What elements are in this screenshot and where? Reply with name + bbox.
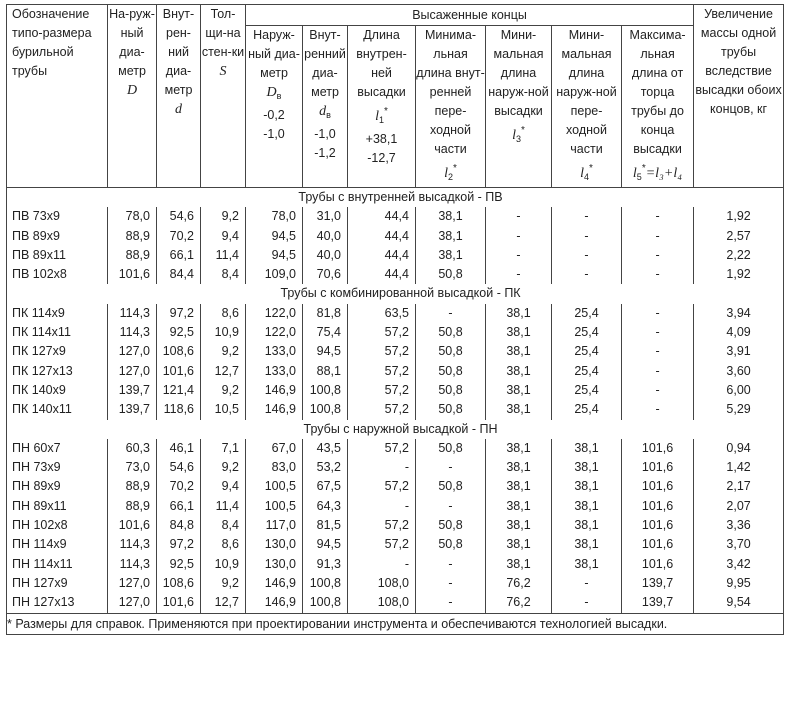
table-cell: 38,1	[552, 516, 622, 535]
table-cell: 50,8	[416, 439, 486, 458]
table-cell: 38,1	[486, 477, 552, 496]
table-cell: 9,2	[201, 458, 246, 477]
table-cell: 57,2	[348, 439, 416, 458]
table-cell: 38,1	[486, 516, 552, 535]
table-cell: 121,4	[157, 381, 201, 400]
table-cell: 94,5	[303, 535, 348, 554]
table-cell: 146,9	[246, 574, 303, 593]
section-header-row	[7, 188, 784, 208]
section-header-row	[7, 284, 784, 303]
table-cell: 83,0	[246, 458, 303, 477]
table-cell: 9,95	[694, 574, 784, 593]
table-cell: -	[552, 207, 622, 226]
pipe-designation-cell: ПК 127х9	[7, 342, 108, 361]
table-cell: 114,3	[108, 535, 157, 554]
table-cell: 38,1	[486, 400, 552, 419]
table-cell: 10,5	[201, 400, 246, 419]
table-cell: 7,1	[201, 439, 246, 458]
table-cell: 9,2	[201, 574, 246, 593]
pipe-designation-cell: ПН 127х9	[7, 574, 108, 593]
table-cell: 70,6	[303, 265, 348, 284]
table-cell: 50,8	[416, 323, 486, 342]
table-cell: 11,4	[201, 246, 246, 265]
table-cell: 100,8	[303, 574, 348, 593]
header-min-outer-upset-length: Мини-мальная длина наруж-ной высадки $l_3^*$	[486, 26, 552, 188]
table-cell: 3,94	[694, 304, 784, 323]
table-cell: 38,1	[552, 458, 622, 477]
table-cell: 38,1	[486, 323, 552, 342]
table-row	[7, 207, 784, 226]
table-cell: 38,1	[552, 439, 622, 458]
table-cell: 101,6	[108, 516, 157, 535]
header-max-length: Максима-льная длина от торца трубы до конца высадки $l_5^*=l_3+l_4$	[622, 26, 694, 188]
table-cell: 146,9	[246, 400, 303, 419]
table-cell: 9,54	[694, 593, 784, 613]
pipe-designation-cell: ПК 114х11	[7, 323, 108, 342]
pipe-designation-cell: ПН 89х9	[7, 477, 108, 496]
footnote: * Размеры для справок. Применяются при проектировании инструмента и обеспечиваются технологией высадки.	[7, 613, 784, 634]
table-cell: 54,6	[157, 458, 201, 477]
table-cell: 3,91	[694, 342, 784, 361]
pipe-designation-cell: ПВ 73х9	[7, 207, 108, 226]
table-cell: 38,1	[486, 362, 552, 381]
table-cell: 12,7	[201, 362, 246, 381]
table-cell: 66,1	[157, 246, 201, 265]
table-cell: 44,4	[348, 227, 416, 246]
table-cell: 70,2	[157, 477, 201, 496]
table-cell: -	[622, 362, 694, 381]
table-row	[7, 574, 784, 593]
table-row	[7, 439, 784, 458]
table-cell: 64,3	[303, 497, 348, 516]
table-cell: 38,1	[552, 497, 622, 516]
table-cell: 101,6	[157, 362, 201, 381]
pipe-designation-cell: ПВ 102х8	[7, 265, 108, 284]
table-cell: 139,7	[622, 593, 694, 613]
table-cell: 50,8	[416, 516, 486, 535]
table-row	[7, 304, 784, 323]
table-cell: 8,6	[201, 304, 246, 323]
table-row	[7, 516, 784, 535]
table-cell: -	[416, 304, 486, 323]
table-body	[7, 188, 784, 614]
table-cell: 2,22	[694, 246, 784, 265]
table-cell: 75,4	[303, 323, 348, 342]
table-cell: 25,4	[552, 304, 622, 323]
table-cell: 57,2	[348, 400, 416, 419]
table-cell: 38,1	[552, 477, 622, 496]
table-cell: -	[486, 207, 552, 226]
header-mass-increase: Увеличение массы одной трубы вследствие высадки обоих концов, кг	[694, 5, 784, 188]
table-cell: -	[486, 227, 552, 246]
table-cell: 44,4	[348, 246, 416, 265]
pipe-designation-cell: ПК 127х13	[7, 362, 108, 381]
table-cell: 70,2	[157, 227, 201, 246]
drill-pipe-table	[6, 4, 784, 635]
table-cell: -	[486, 246, 552, 265]
section-header-row	[7, 420, 784, 439]
table-cell: 133,0	[246, 342, 303, 361]
table-row	[7, 593, 784, 613]
table-cell: 63,5	[348, 304, 416, 323]
table-cell: 10,9	[201, 555, 246, 574]
table-cell: 57,2	[348, 323, 416, 342]
table-row	[7, 535, 784, 554]
table-cell: 38,1	[416, 227, 486, 246]
table-cell: 92,5	[157, 323, 201, 342]
table-cell: 54,6	[157, 207, 201, 226]
table-cell: 53,2	[303, 458, 348, 477]
table-cell: 73,0	[108, 458, 157, 477]
table-cell: 139,7	[108, 381, 157, 400]
table-cell: 38,1	[486, 304, 552, 323]
table-cell: 94,5	[246, 227, 303, 246]
table-cell: 108,6	[157, 574, 201, 593]
table-row	[7, 555, 784, 574]
table-cell: -	[552, 246, 622, 265]
table-cell: 1,92	[694, 265, 784, 284]
table-cell: 50,8	[416, 342, 486, 361]
table-cell: 43,5	[303, 439, 348, 458]
table-cell: 57,2	[348, 342, 416, 361]
table-cell: -	[552, 265, 622, 284]
table-cell: 114,3	[108, 304, 157, 323]
table-cell: 57,2	[348, 381, 416, 400]
pipe-designation-cell: ПН 114х9	[7, 535, 108, 554]
table-cell: 133,0	[246, 362, 303, 381]
table-row	[7, 477, 784, 496]
table-cell: 118,6	[157, 400, 201, 419]
table-cell: 11,4	[201, 497, 246, 516]
table-cell: -	[622, 246, 694, 265]
pipe-designation-cell: ПВ 89х9	[7, 227, 108, 246]
table-cell: 146,9	[246, 381, 303, 400]
table-cell: 50,8	[416, 265, 486, 284]
table-cell: 84,4	[157, 265, 201, 284]
table-cell: -	[622, 207, 694, 226]
table-cell: 97,2	[157, 535, 201, 554]
table-cell: 101,6	[622, 555, 694, 574]
table-row	[7, 265, 784, 284]
table-cell: 88,1	[303, 362, 348, 381]
table-cell: 139,7	[622, 574, 694, 593]
table-cell: 101,6	[622, 497, 694, 516]
table-cell: 78,0	[246, 207, 303, 226]
table-cell: 2,07	[694, 497, 784, 516]
table-cell: -	[622, 227, 694, 246]
pipe-designation-cell: ПВ 89х11	[7, 246, 108, 265]
table-cell: 114,3	[108, 555, 157, 574]
table-cell: -	[552, 227, 622, 246]
table-cell: -	[622, 323, 694, 342]
table-cell: 31,0	[303, 207, 348, 226]
table-cell: 40,0	[303, 246, 348, 265]
table-cell: 81,5	[303, 516, 348, 535]
table-cell: 50,8	[416, 400, 486, 419]
pipe-designation-cell: ПН 60х7	[7, 439, 108, 458]
table-cell: 25,4	[552, 400, 622, 419]
table-row	[7, 497, 784, 516]
table-cell: 91,3	[303, 555, 348, 574]
section-title: Трубы с внутренней высадкой - ПВ	[298, 190, 503, 204]
table-cell: 101,6	[157, 593, 201, 613]
table-cell: 50,8	[416, 535, 486, 554]
table-cell: 2,17	[694, 477, 784, 496]
table-cell: 130,0	[246, 555, 303, 574]
table-cell: 101,6	[622, 477, 694, 496]
table-cell: 40,0	[303, 227, 348, 246]
table-cell: 84,8	[157, 516, 201, 535]
table-cell: 5,29	[694, 400, 784, 419]
table-cell: 46,1	[157, 439, 201, 458]
table-cell: -	[348, 458, 416, 477]
table-cell: 78,0	[108, 207, 157, 226]
table-cell: 108,6	[157, 342, 201, 361]
pipe-designation-cell: ПН 127х13	[7, 593, 108, 613]
table-cell: -	[622, 304, 694, 323]
table-cell: 100,8	[303, 400, 348, 419]
table-cell: 100,5	[246, 477, 303, 496]
header-upset-inner-diameter: Внут-ренний диа-метр $d_в$ -1,0 -1,2	[303, 26, 348, 188]
table-cell: 1,92	[694, 207, 784, 226]
table-cell: 25,4	[552, 342, 622, 361]
table-cell: 109,0	[246, 265, 303, 284]
header-upset-outer-diameter: Наруж-ный диа-метр $D_в$ -0,2 -1,0	[246, 26, 303, 188]
table-row	[7, 400, 784, 419]
table-row	[7, 362, 784, 381]
table-cell: 108,0	[348, 593, 416, 613]
table-cell: 88,9	[108, 497, 157, 516]
header-min-outer-transition: Мини-мальная длина наруж-ной пере-ходной части $l_4^*$	[552, 26, 622, 188]
table-cell: 92,5	[157, 555, 201, 574]
pipe-designation-cell: ПК 114х9	[7, 304, 108, 323]
table-cell: 12,7	[201, 593, 246, 613]
table-cell: 8,4	[201, 516, 246, 535]
table-cell: -	[416, 574, 486, 593]
table-cell: 38,1	[486, 555, 552, 574]
table-row	[7, 381, 784, 400]
header-outer-diameter: На-руж-ный диа-метр D	[108, 5, 157, 188]
table-cell: 9,2	[201, 342, 246, 361]
table-cell: -	[622, 381, 694, 400]
header-min-inner-transition: Минима-льная длина внут-ренней пере-ходной части $l_2^*$	[416, 26, 486, 188]
table-cell: 3,42	[694, 555, 784, 574]
table-cell: 44,4	[348, 207, 416, 226]
table-cell: 88,9	[108, 246, 157, 265]
pipe-designation-cell: ПН 102х8	[7, 516, 108, 535]
table-cell: 50,8	[416, 381, 486, 400]
table-cell: 6,00	[694, 381, 784, 400]
table-row	[7, 227, 784, 246]
table-cell: 57,2	[348, 535, 416, 554]
table-cell: 38,1	[486, 497, 552, 516]
table-cell: 101,6	[622, 458, 694, 477]
table-cell: -	[552, 593, 622, 613]
table-cell: -	[486, 265, 552, 284]
table-cell: 38,1	[486, 439, 552, 458]
table-cell: 8,6	[201, 535, 246, 554]
header-designation: Обозначение типо-размера бурильной трубы	[7, 5, 108, 188]
table-cell: 101,6	[622, 535, 694, 554]
table-cell: 139,7	[108, 400, 157, 419]
table-cell: 2,57	[694, 227, 784, 246]
table-cell: 9,2	[201, 381, 246, 400]
table-cell: 100,8	[303, 593, 348, 613]
table-cell: 38,1	[486, 535, 552, 554]
table-cell: 0,94	[694, 439, 784, 458]
table-cell: 9,4	[201, 477, 246, 496]
table-cell: -	[348, 555, 416, 574]
table-cell: 130,0	[246, 535, 303, 554]
table-cell: 9,4	[201, 227, 246, 246]
table-cell: -	[622, 342, 694, 361]
table-cell: -	[552, 574, 622, 593]
table-cell: -	[622, 265, 694, 284]
table-row	[7, 458, 784, 477]
table-cell: 38,1	[486, 458, 552, 477]
header-inner-diameter: Внут-рен-ний диа-метр d	[157, 5, 201, 188]
table-cell: 3,70	[694, 535, 784, 554]
table-cell: 3,60	[694, 362, 784, 381]
table-cell: 94,5	[303, 342, 348, 361]
table-cell: 1,42	[694, 458, 784, 477]
table-cell: 25,4	[552, 323, 622, 342]
table-cell: 44,4	[348, 265, 416, 284]
table-cell: 38,1	[552, 535, 622, 554]
table-cell: 88,9	[108, 477, 157, 496]
header-wall-thickness: Тол-щи-на стен-ки S	[201, 5, 246, 188]
table-cell: 100,8	[303, 381, 348, 400]
table-cell: -	[348, 497, 416, 516]
table-cell: 38,1	[552, 555, 622, 574]
table-cell: 57,2	[348, 362, 416, 381]
table-cell: 127,0	[108, 593, 157, 613]
pipe-designation-cell: ПК 140х9	[7, 381, 108, 400]
table-cell: 25,4	[552, 381, 622, 400]
table-cell: 114,3	[108, 323, 157, 342]
table-cell: 94,5	[246, 246, 303, 265]
table-cell: 10,9	[201, 323, 246, 342]
table-cell: 50,8	[416, 477, 486, 496]
header-upset-ends-group: Высаженные концы	[246, 5, 694, 26]
table-cell: 9,2	[201, 207, 246, 226]
table-cell: 67,5	[303, 477, 348, 496]
table-cell: -	[416, 497, 486, 516]
table-cell: 50,8	[416, 362, 486, 381]
table-cell: 38,1	[486, 381, 552, 400]
table-cell: 76,2	[486, 593, 552, 613]
table-cell: -	[416, 555, 486, 574]
table-cell: 25,4	[552, 362, 622, 381]
table-row	[7, 246, 784, 265]
table-cell: 8,4	[201, 265, 246, 284]
pipe-designation-cell: ПН 73х9	[7, 458, 108, 477]
table-cell: 81,8	[303, 304, 348, 323]
table-cell: 76,2	[486, 574, 552, 593]
table-cell: 127,0	[108, 362, 157, 381]
table-cell: 122,0	[246, 304, 303, 323]
table-cell: 100,5	[246, 497, 303, 516]
table-cell: 67,0	[246, 439, 303, 458]
pipe-designation-cell: ПН 89х11	[7, 497, 108, 516]
table-cell: 38,1	[416, 246, 486, 265]
table-cell: 122,0	[246, 323, 303, 342]
table-row	[7, 323, 784, 342]
table-cell: -	[416, 593, 486, 613]
table-cell: 57,2	[348, 516, 416, 535]
table-cell: 127,0	[108, 574, 157, 593]
pipe-designation-cell: ПК 140х11	[7, 400, 108, 419]
table-cell: 88,9	[108, 227, 157, 246]
table-cell: 101,6	[622, 516, 694, 535]
table-cell: -	[416, 458, 486, 477]
table-cell: 3,36	[694, 516, 784, 535]
table-cell: 108,0	[348, 574, 416, 593]
table-cell: 66,1	[157, 497, 201, 516]
table-cell: 38,1	[486, 342, 552, 361]
pipe-designation-cell: ПН 114х11	[7, 555, 108, 574]
section-title: Трубы с комбинированной высадкой - ПК	[280, 286, 521, 301]
table-cell: 101,6	[108, 265, 157, 284]
section-title: Трубы с наружной высадкой - ПН	[303, 421, 498, 436]
table-cell: 4,09	[694, 323, 784, 342]
table-cell: 101,6	[622, 439, 694, 458]
header-inner-upset-length: Длина внутрен-ней высадки $l_1^*$ +38,1 -12,7	[348, 26, 416, 188]
table-row	[7, 342, 784, 361]
table-cell: 146,9	[246, 593, 303, 613]
table-cell: -	[622, 400, 694, 419]
table-cell: 97,2	[157, 304, 201, 323]
table-cell: 60,3	[108, 439, 157, 458]
table-cell: 57,2	[348, 477, 416, 496]
table-cell: 117,0	[246, 516, 303, 535]
table-cell: 38,1	[416, 207, 486, 226]
table-cell: 127,0	[108, 342, 157, 361]
